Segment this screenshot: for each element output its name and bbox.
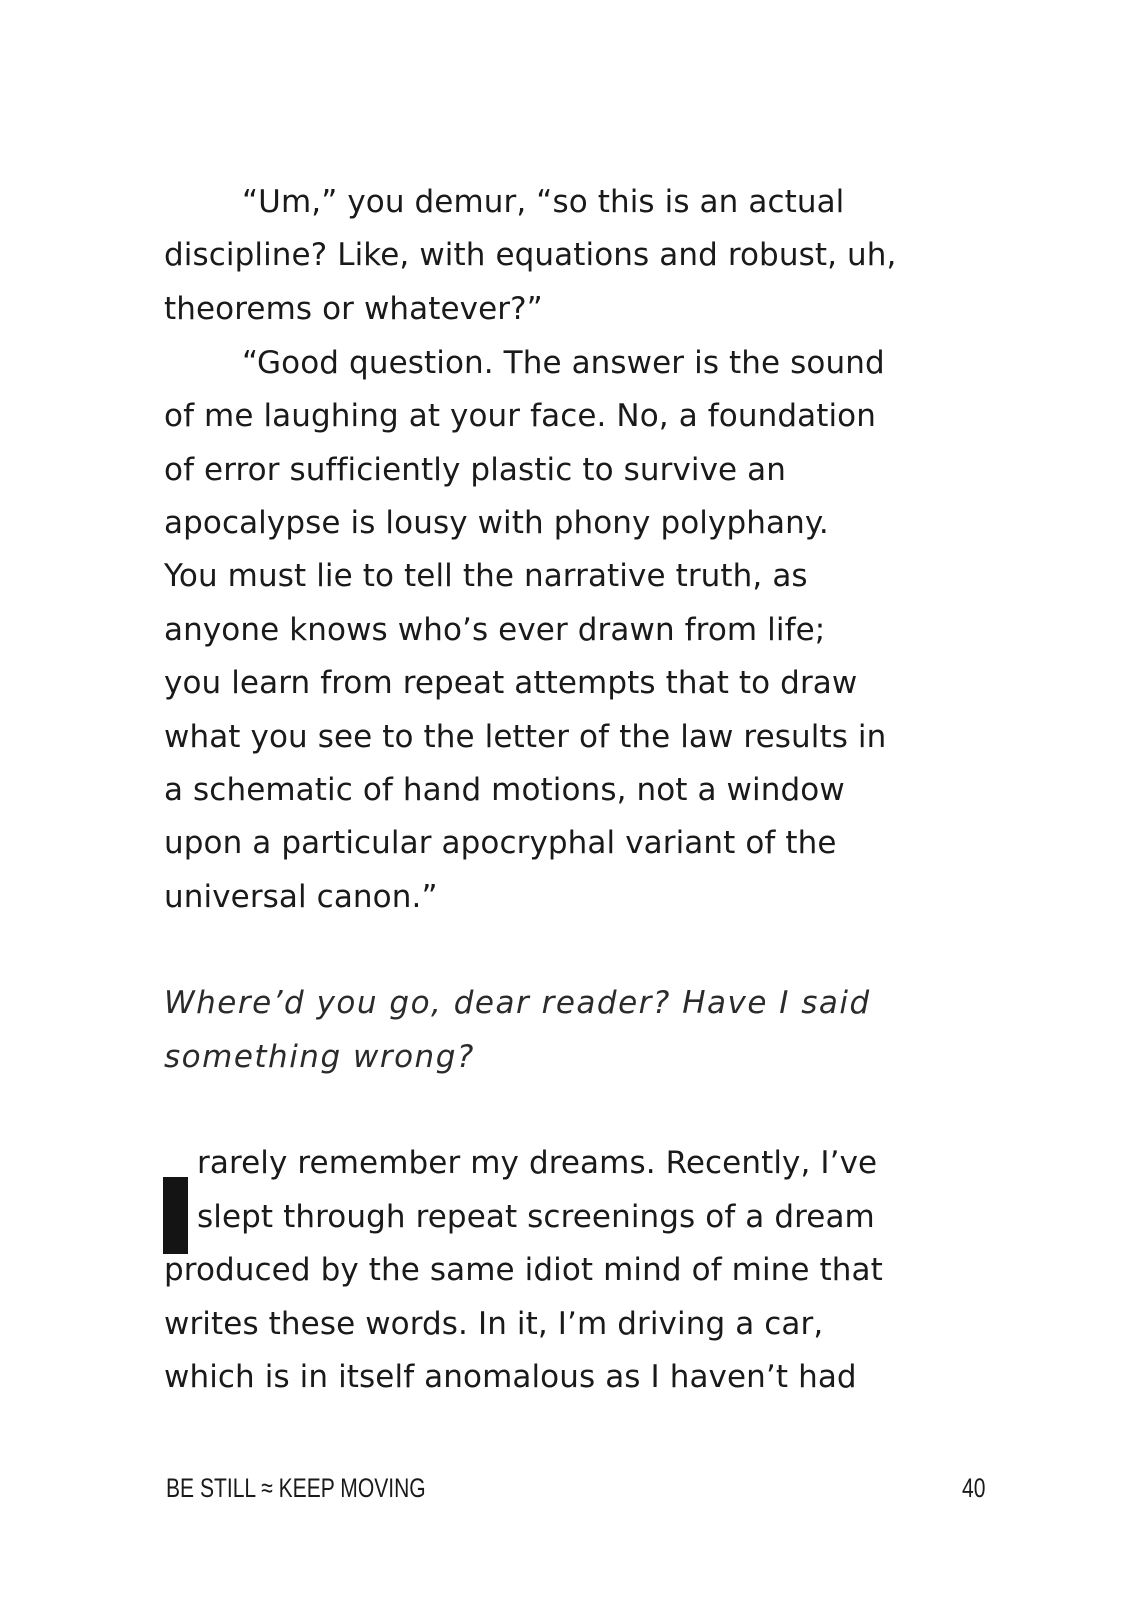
page-number: 40 xyxy=(962,1473,986,1503)
body-line: universal canon.” xyxy=(164,879,438,915)
body-line: anyone knows who’s ever drawn from life; xyxy=(164,612,826,648)
body-line: of me laughing at your face. No, a foundation xyxy=(164,398,876,434)
body-line: what you see to the letter of the law results in xyxy=(164,719,887,755)
body-line: you learn from repeat attempts that to draw xyxy=(164,665,858,701)
body-line: produced by the same idiot mind of mine that xyxy=(164,1252,883,1288)
body-line: “Good question. The answer is the sound xyxy=(242,345,885,381)
body-line: theorems or whatever?” xyxy=(164,291,543,327)
body-line: of error sufficiently plastic to survive an xyxy=(164,452,787,488)
body-line: rarely remember my dreams. Recently, I’ve xyxy=(197,1145,878,1181)
aside-line: Where’d you go, dear reader? Have I said xyxy=(164,985,871,1021)
body-line: “Um,” you demur, “so this is an actual xyxy=(242,184,845,220)
body-line: upon a particular apocryphal variant of the xyxy=(164,825,837,861)
body-line: a schematic of hand motions, not a window xyxy=(164,772,845,808)
aside-line: something wrong? xyxy=(164,1039,475,1075)
body-line: You must lie to tell the narrative truth, as xyxy=(164,558,808,594)
body-line: which is in itself anomalous as I haven’t had xyxy=(164,1359,857,1395)
body-line: writes these words. In it, I’m driving a car, xyxy=(164,1306,824,1342)
body-line: apocalypse is lousy with phony polyphany. xyxy=(164,505,829,541)
running-title: BE STILL ≈ KEEP MOVING xyxy=(166,1473,426,1503)
body-line: discipline? Like, with equations and robust, uh, xyxy=(164,237,897,273)
body-line: slept through repeat screenings of a dream xyxy=(197,1199,875,1235)
